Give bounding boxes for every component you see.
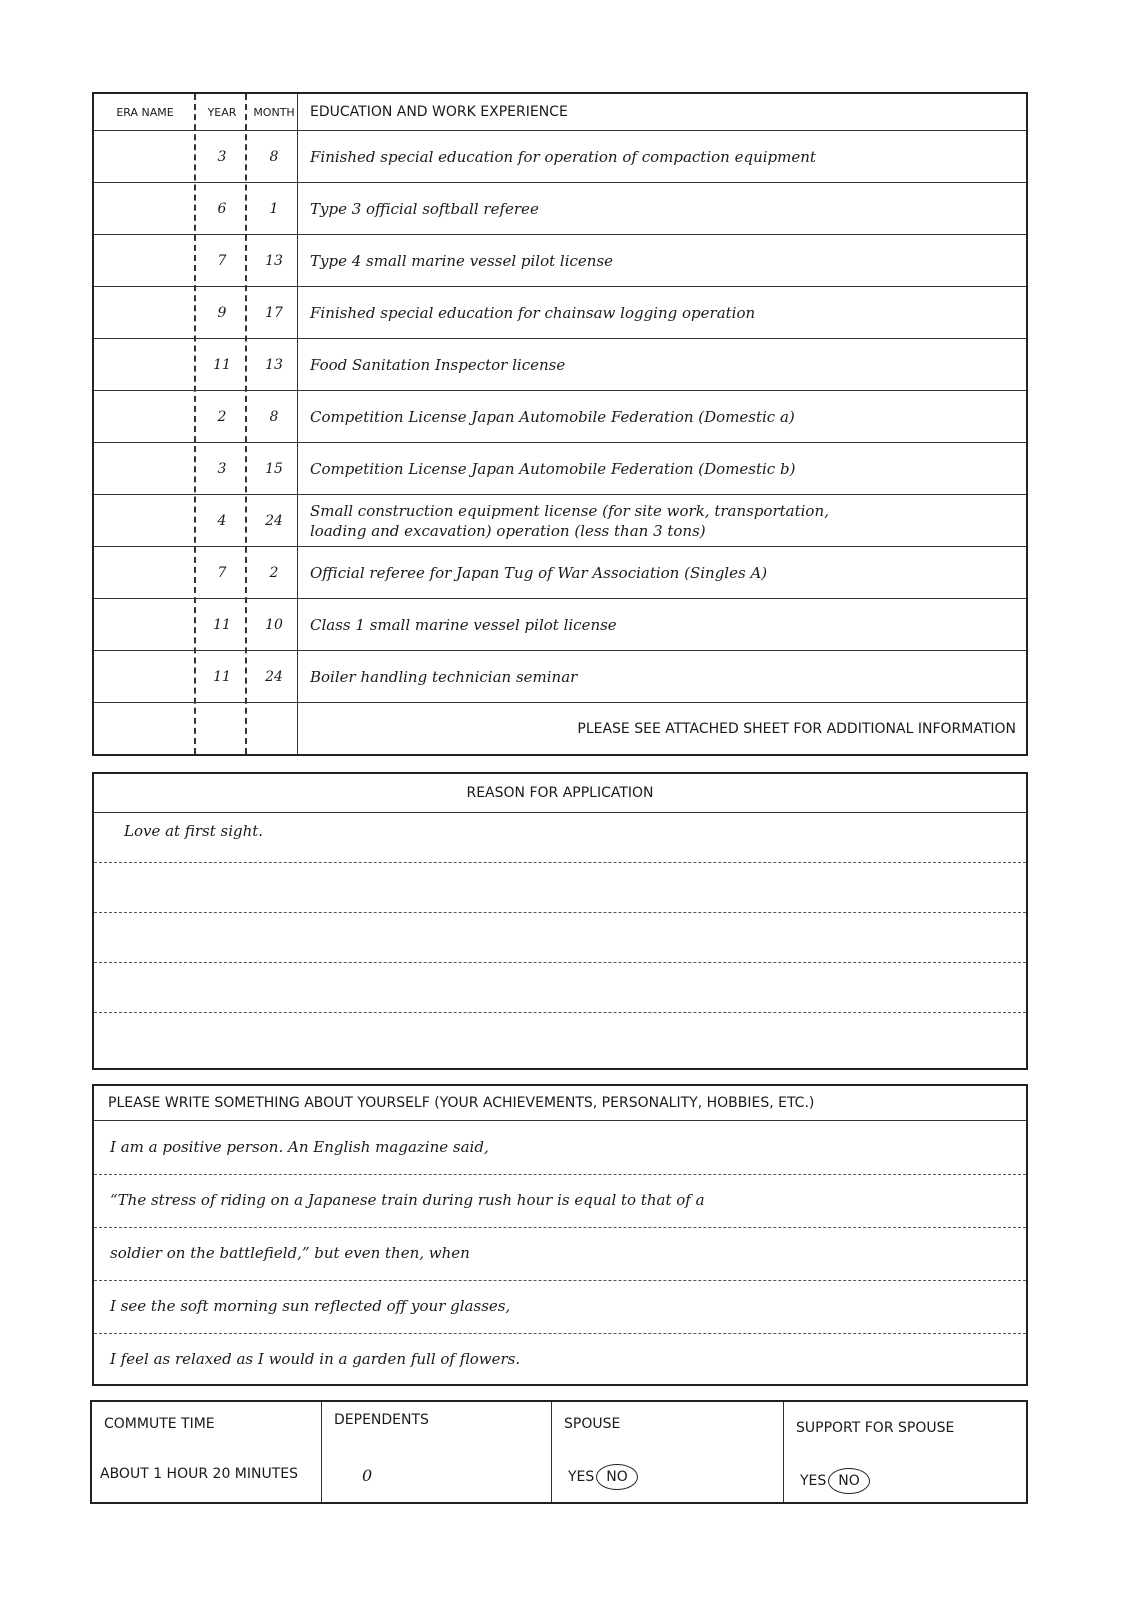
commute-value: ABOUT 1 HOUR 20 MINUTES bbox=[100, 1466, 299, 1482]
about-line bbox=[94, 1334, 1026, 1386]
spouse-yes-option[interactable]: YES bbox=[568, 1469, 595, 1485]
table-row bbox=[94, 599, 1026, 651]
row-month: 15 bbox=[265, 460, 283, 477]
row-description: Type 3 official softball referee bbox=[310, 199, 539, 218]
dependents-cell bbox=[322, 1402, 552, 1502]
row-month: 24 bbox=[265, 668, 283, 685]
row-year: 2 bbox=[217, 408, 227, 425]
row-month: 13 bbox=[265, 356, 283, 373]
reason-for-application-section bbox=[92, 772, 1028, 1070]
commute-cell bbox=[92, 1402, 322, 1502]
row-year: 3 bbox=[217, 148, 227, 165]
table-row bbox=[94, 391, 1026, 443]
row-year: 11 bbox=[213, 356, 231, 373]
commute-label: COMMUTE TIME bbox=[104, 1416, 215, 1432]
year-header: YEAR bbox=[207, 105, 237, 119]
additional-info-note: PLEASE SEE ATTACHED SHEET FOR ADDITIONAL INFORMATION bbox=[577, 720, 1016, 737]
dependents-value: 0 bbox=[362, 1466, 373, 1485]
row-year: 3 bbox=[217, 460, 227, 477]
about-title: PLEASE WRITE SOMETHING ABOUT YOURSELF (YOUR ACHIEVEMENTS, PERSONALITY, HOBBIES, ETC.) bbox=[94, 1086, 1026, 1121]
row-description-line-2: loading and excavation) operation (less than 3 tons) bbox=[310, 521, 706, 540]
support-spouse-choice bbox=[800, 1468, 870, 1494]
row-year: 7 bbox=[217, 252, 227, 269]
row-month: 10 bbox=[265, 616, 283, 633]
about-line-text: “The stress of riding on a Japanese train during rush hour is equal to that of a bbox=[110, 1191, 705, 1209]
about-line bbox=[94, 1122, 1026, 1175]
row-year: 7 bbox=[217, 564, 227, 581]
about-line bbox=[94, 1228, 1026, 1281]
table-row bbox=[94, 287, 1026, 339]
table-row bbox=[94, 443, 1026, 495]
reason-text: Love at first sight. bbox=[124, 822, 264, 840]
row-month: 1 bbox=[269, 200, 279, 217]
about-line bbox=[94, 1175, 1026, 1228]
about-line-text: I see the soft morning sun reflected off your glasses, bbox=[110, 1297, 511, 1315]
support-yes-option[interactable]: YES bbox=[800, 1473, 827, 1489]
row-description: Class 1 small marine vessel pilot license bbox=[310, 615, 617, 634]
table-row bbox=[94, 495, 1026, 547]
about-line-text: soldier on the battlefield,” but even then, when bbox=[110, 1244, 470, 1262]
row-month: 17 bbox=[265, 304, 283, 321]
description-header: EDUCATION AND WORK EXPERIENCE bbox=[310, 104, 568, 120]
row-year: 9 bbox=[217, 304, 227, 321]
row-month: 24 bbox=[265, 512, 283, 529]
table-row bbox=[94, 235, 1026, 287]
month-header: MONTH bbox=[253, 105, 295, 119]
table-header-row bbox=[94, 94, 1026, 131]
row-year: 11 bbox=[213, 616, 231, 633]
row-description-line-1: Small construction equipment license (for site work, transportation, bbox=[310, 501, 829, 520]
row-description: Official referee for Japan Tug of War Association (Singles A) bbox=[310, 563, 768, 582]
row-description: Competition License Japan Automobile Federation (Domestic b) bbox=[310, 459, 796, 478]
row-description: Competition License Japan Automobile Federation (Domestic a) bbox=[310, 407, 795, 426]
writing-line bbox=[94, 962, 1026, 963]
row-year: 6 bbox=[217, 200, 227, 217]
spouse-cell bbox=[552, 1402, 784, 1502]
education-work-history-table bbox=[92, 92, 1028, 756]
writing-line bbox=[94, 1012, 1026, 1013]
support-spouse-label: SUPPORT FOR SPOUSE bbox=[796, 1420, 955, 1436]
personal-info-table bbox=[90, 1400, 1028, 1504]
about-line-text: I feel as relaxed as I would in a garden full of flowers. bbox=[110, 1350, 521, 1368]
about-yourself-section bbox=[92, 1084, 1028, 1386]
row-description bbox=[310, 495, 1016, 546]
support-spouse-cell bbox=[784, 1402, 1026, 1502]
row-description: Finished special education for chainsaw logging operation bbox=[310, 303, 756, 322]
table-row bbox=[94, 339, 1026, 391]
spouse-no-option-circled[interactable]: NO bbox=[596, 1464, 638, 1490]
row-year: 11 bbox=[213, 668, 231, 685]
row-month: 8 bbox=[269, 408, 279, 425]
row-month: 2 bbox=[269, 564, 279, 581]
spouse-label: SPOUSE bbox=[564, 1416, 621, 1432]
dependents-label: DEPENDENTS bbox=[334, 1412, 429, 1428]
row-month: 13 bbox=[265, 252, 283, 269]
table-row bbox=[94, 131, 1026, 183]
era-name-header: ERA NAME bbox=[116, 105, 174, 119]
row-month: 8 bbox=[269, 148, 279, 165]
about-line-text: I am a positive person. An English magazine said, bbox=[110, 1138, 489, 1156]
table-row-note bbox=[94, 703, 1026, 754]
table-row bbox=[94, 651, 1026, 703]
row-description: Type 4 small marine vessel pilot license bbox=[310, 251, 614, 270]
table-row bbox=[94, 183, 1026, 235]
about-lines bbox=[94, 1122, 1026, 1386]
table-row bbox=[94, 547, 1026, 599]
support-no-option-circled[interactable]: NO bbox=[828, 1468, 870, 1494]
reason-title: REASON FOR APPLICATION bbox=[94, 774, 1026, 813]
row-description: Finished special education for operation of compaction equipment bbox=[310, 147, 816, 166]
writing-line bbox=[94, 912, 1026, 913]
row-description: Food Sanitation Inspector license bbox=[310, 355, 566, 374]
spouse-choice bbox=[568, 1464, 638, 1490]
about-line bbox=[94, 1281, 1026, 1334]
row-description: Boiler handling technician seminar bbox=[310, 667, 578, 686]
row-year: 4 bbox=[217, 512, 227, 529]
writing-line bbox=[94, 862, 1026, 863]
